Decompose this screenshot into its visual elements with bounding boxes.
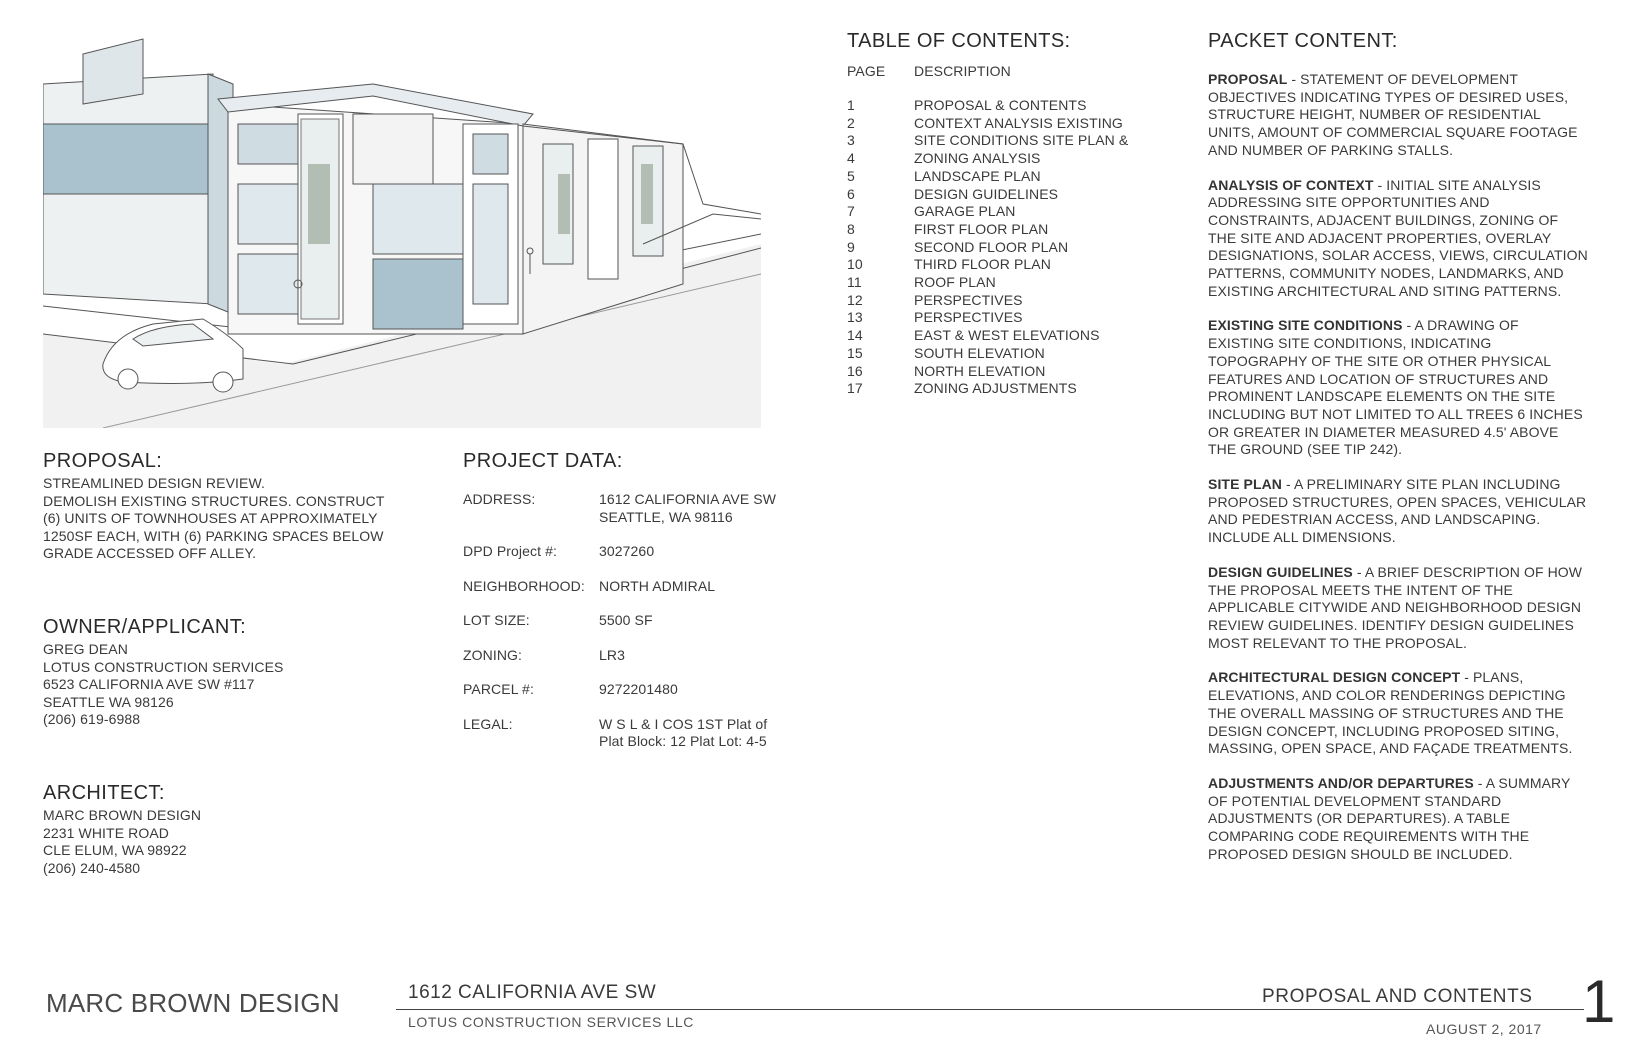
toc-rows [847,97,1177,398]
packet-content [1208,30,1588,880]
toc-col-page: PAGE [847,63,886,79]
owner-title: OWNER/APPLICANT: [43,616,247,638]
toc-description: LANDSCAPE PLAN [914,167,1041,184]
toc-row [847,309,1177,327]
owner-line: GREG DEAN [43,641,128,657]
project-data-value [599,647,625,665]
architect-title: ARCHITECT: [43,782,165,804]
proposal-line: 1250SF EACH, WITH (6) PARKING SPACES BELOW [43,527,384,544]
toc-description: ROOF PLAN [914,274,996,291]
packet-item-text: - A DRAWING OF EXISTING SITE CONDITIONS, INDICATING TOPOGRAPHY OF THE SITE OR OTHER PHYSICAL FEATURES AND LOCATION OF STRUCTURES AND PROMINENT LANDSCAPE ELEMENTS ON THE SITE INCLUDING BUT NOT LIMITED TO ALL TREES 6 INCHES OR GREATER IN DIAMETER MEASURED 4.5' ABOVE THE GROUND (SEE TIP 242). [1208,317,1583,458]
owner-line: LOTUS CONSTRUCTION SERVICES [43,658,284,675]
toc-page-number: 9 [847,238,855,255]
project-data-row [463,716,823,751]
project-data-value-line: W S L & I COS 1ST Plat of [599,715,768,732]
toc-description: GARAGE PLAN [914,203,1016,220]
proposal-text [43,475,423,563]
toc-row [847,345,1177,363]
toc-description: FIRST FLOOR PLAN [914,220,1049,237]
packet-item-label: ANALYSIS OF CONTEXT [1208,176,1374,193]
packet-item-label: SITE PLAN [1208,476,1283,493]
toc-page-number: 5 [847,167,855,184]
project-data-row [463,681,823,699]
toc-description: NORTH ELEVATION [914,362,1046,379]
toc-description: PERSPECTIVES [914,291,1023,308]
packet-item-label: DESIGN GUIDELINES [1208,563,1353,580]
table-of-contents [847,30,1177,398]
toc-row [847,256,1177,274]
architect-line: (206) 240-4580 [43,859,141,876]
toc-row [847,327,1177,345]
footer-address: 1612 CALIFORNIA AVE SW [408,982,657,1003]
architect-line: MARC BROWN DESIGN [43,807,202,823]
packet-items [1208,71,1588,863]
toc-description: ZONING ADJUSTMENTS [914,380,1077,397]
owner-line: SEATTLE WA 98126 [43,693,174,710]
packet-item-text: - A PRELIMINARY SITE PLAN INCLUDING PROPOSED STRUCTURES, OPEN SPACES, VEHICULAR AND PEDESTRIAN ACCESS, AND LANDSCAPING. INCLUDE ALL DIMENSIONS. [1208,476,1587,546]
toc-page-number: 6 [847,185,855,202]
project-data-value [599,543,654,561]
toc-page-number: 12 [847,291,863,308]
packet-item-text: - A SUMMARY OF POTENTIAL DEVELOPMENT STANDARD ADJUSTMENTS (OR DEPARTURES). A TABLE COMPARING CODE REQUIREMENTS WITH THE PROPOSED DESIGN SHOULD BE INCLUDED. [1208,774,1571,862]
toc-page-number: 13 [847,309,863,326]
toc-page-number: 10 [847,256,863,273]
owner-line: 6523 CALIFORNIA AVE SW #117 [43,676,255,692]
packet-item [1208,775,1588,864]
footer-client: LOTUS CONSTRUCTION SERVICES LLC [408,1014,694,1030]
architect-line: CLE ELUM, WA 98922 [43,842,187,858]
toc-description: CONTEXT ANALYSIS EXISTING [914,114,1123,131]
toc-page-number: 15 [847,344,863,361]
project-data-value [599,491,776,526]
toc-page-number: 17 [847,380,863,397]
project-data-key: ZONING: [463,646,523,663]
project-data-value-line: 9272201480 [599,681,678,697]
project-data-key: LOT SIZE: [463,612,530,628]
project-data-key: ADDRESS: [463,491,536,507]
firm-name: MARC BROWN DESIGN [46,988,340,1018]
project-data-value-line: NORTH ADMIRAL [599,577,716,594]
project-data-section [463,450,823,768]
project-data-row [463,491,823,526]
packet-item-text: - INITIAL SITE ANALYSIS ADDRESSING SITE OPPORTUNITIES AND CONSTRAINTS, ADJACENT BUILDINGS, ZONING OF THE SITE AND ADJACENT PROPERTIES, OVERLAY DESIGNATIONS, SOLAR ACCESS, VIEWS, CIRCULATION PATTERNS, COMMUNITY NODES, LANDMARKS, AND EXISTING ARCHITECTURAL AND SITING PATTERNS. [1208,176,1588,299]
toc-row [847,115,1177,133]
architect-line: 2231 WHITE ROAD [43,824,169,841]
owner-text [43,641,423,729]
toc-row [847,168,1177,186]
project-data-row [463,612,823,630]
architect-section [43,782,423,877]
project-data-title: PROJECT DATA: [463,450,623,472]
project-data-value-line: 3027260 [599,543,655,559]
project-data-value-line: LR3 [599,646,625,663]
toc-row [847,380,1177,398]
toc-description: THIRD FLOOR PLAN [914,256,1051,273]
packet-item [1208,669,1588,758]
proposal-line: STREAMLINED DESIGN REVIEW. [43,475,265,491]
project-data-value-line: 1612 CALIFORNIA AVE SW [599,491,777,507]
project-data-rows [463,491,823,751]
toc-description: PERSPECTIVES [914,309,1023,326]
project-data-value [599,578,715,596]
project-data-key: NEIGHBORHOOD: [463,577,585,594]
rendering-image [43,34,761,428]
sheet-number: 1 [1582,968,1616,1035]
toc-page-number: 4 [847,150,855,167]
project-data-row [463,578,823,596]
toc-page-number: 8 [847,220,855,237]
packet-item-label: ARCHITECTURAL DESIGN CONCEPT [1208,669,1461,686]
project-data-value [599,681,678,699]
packet-item [1208,564,1588,653]
project-data-value [599,612,653,630]
toc-description: ZONING ANALYSIS [914,150,1041,167]
project-data-value [599,716,767,751]
toc-page-number: 16 [847,362,863,379]
toc-page-number: 3 [847,132,855,149]
toc-page-number: 14 [847,327,863,344]
footer-divider [396,1009,1584,1010]
project-data-key: LEGAL: [463,715,513,732]
proposal-section [43,450,423,563]
project-data-value-line: SEATTLE, WA 98116 [599,508,733,525]
packet-item [1208,177,1588,301]
toc-page-number: 7 [847,203,855,220]
packet-item-text: - PLANS, ELEVATIONS, AND COLOR RENDERINGS DEPICTING THE OVERALL MASSING OF STRUCTURES AND THE DESIGN CONCEPT, INCLUDING PROPOSED SITING, MASSING, OPEN SPACE, AND FAÇADE TREATMENTS. [1208,669,1573,757]
toc-description: EAST & WEST ELEVATIONS [914,327,1100,344]
toc-row [847,363,1177,381]
packet-item [1208,71,1588,160]
toc-header [847,63,1177,79]
toc-row [847,221,1177,239]
toc-col-description: DESCRIPTION [914,63,1011,79]
toc-row [847,274,1177,292]
toc-row [847,150,1177,168]
building-rendering [43,34,761,428]
toc-row [847,239,1177,257]
packet-item [1208,476,1588,547]
packet-item-label: EXISTING SITE CONDITIONS [1208,317,1403,334]
owner-section [43,616,423,729]
toc-row [847,186,1177,204]
toc-row [847,132,1177,150]
proposal-title: PROPOSAL: [43,450,163,472]
proposal-line: DEMOLISH EXISTING STRUCTURES. CONSTRUCT [43,492,385,509]
project-data-key: PARCEL #: [463,681,534,697]
architect-text [43,807,423,877]
toc-description: DESIGN GUIDELINES [914,185,1059,202]
toc-title: TABLE OF CONTENTS: [847,30,1071,52]
project-data-value-line: 5500 SF [599,612,653,628]
packet-item-label: ADJUSTMENTS AND/OR DEPARTURES [1208,774,1474,791]
toc-description: SITE CONDITIONS SITE PLAN & [914,132,1129,149]
owner-line: (206) 619-6988 [43,711,141,727]
toc-page-number: 11 [847,274,862,291]
toc-page-number: 2 [847,114,855,131]
toc-row [847,97,1177,115]
project-data-value-line: Plat Block: 12 Plat Lot: 4-5 [599,733,767,749]
project-data-key: DPD Project #: [463,543,557,559]
toc-row [847,292,1177,310]
toc-page-number: 1 [847,97,855,113]
sheet-date: AUGUST 2, 2017 [1426,1021,1542,1037]
project-data-row [463,647,823,665]
proposal-line: GRADE ACCESSED OFF ALLEY. [43,545,257,561]
toc-description: SOUTH ELEVATION [914,344,1045,361]
toc-description: SECOND FLOOR PLAN [914,238,1069,255]
packet-item-text: - STATEMENT OF DEVELOPMENT OBJECTIVES INDICATING TYPES OF DESIRED USES, STRUCTURE HEIGHT, NUMBER OF RESIDENTIAL UNITS, AMOUNT OF COMMERCIAL SQUARE FOOTAGE AND NUMBER OF PARKING STALLS. [1208,71,1578,158]
toc-row [847,203,1177,221]
packet-item [1208,317,1588,459]
proposal-line: (6) UNITS OF TOWNHOUSES AT APPROXIMATELY [43,510,378,526]
packet-title: PACKET CONTENT: [1208,30,1398,52]
sheet-title: PROPOSAL AND CONTENTS [1262,986,1533,1007]
car-graphic [103,319,243,392]
toc-description: PROPOSAL & CONTENTS [914,97,1087,113]
project-data-row [463,543,823,561]
packet-item-text: - A BRIEF DESCRIPTION OF HOW THE PROPOSAL MEETS THE INTENT OF THE APPLICABLE CITYWIDE AND NEIGHBORHOOD DESIGN REVIEW GUIDELINES. IDENTIFY DESIGN GUIDELINES MOST RELEVANT TO THE PROPOSAL. [1208,563,1583,651]
packet-item-label: PROPOSAL [1208,71,1288,87]
